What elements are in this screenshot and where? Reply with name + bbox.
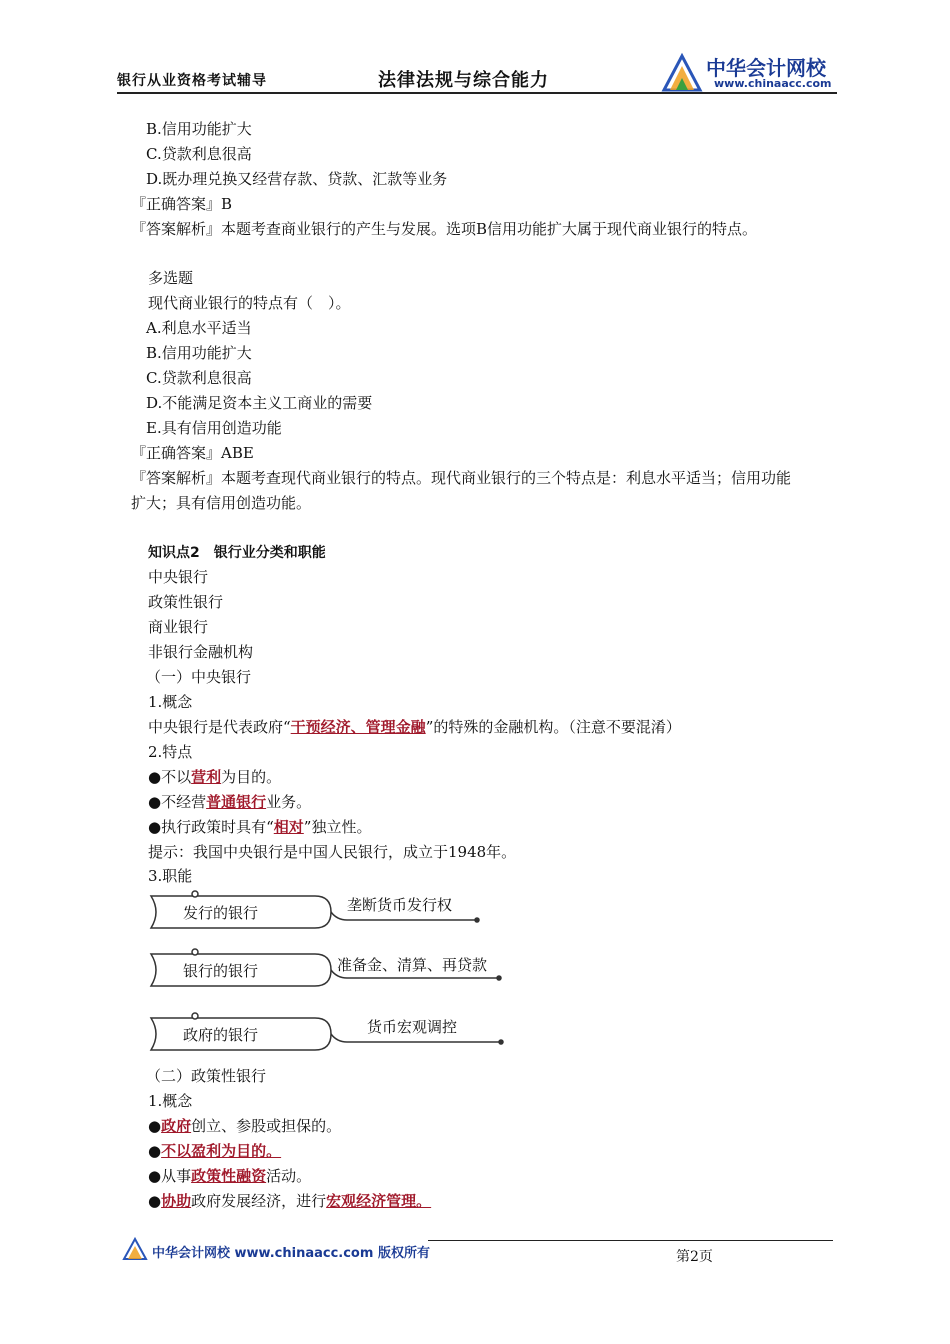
feature-highlight: 不以盈利为目的。: [161, 1142, 282, 1160]
functions-heading: 3.职能: [148, 867, 193, 885]
feature-text: ●不经营: [148, 793, 207, 811]
question-type: 多选题: [148, 269, 194, 287]
concept-heading: 1.概念: [148, 693, 193, 711]
feature-text: 为目的。: [221, 768, 282, 786]
feature-highlight: 普通银行: [206, 793, 267, 811]
function-note: 垄断货币发行权: [347, 896, 453, 914]
feature-highlight: 政府: [161, 1117, 192, 1135]
header-rule: [117, 92, 837, 94]
footer-rule: [428, 1240, 833, 1241]
feature-item: [148, 792, 311, 812]
knowledge-heading: 知识点2 银行业分类和职能: [148, 545, 326, 561]
function-note: 货币宏观调控: [367, 1018, 458, 1036]
definition-text: 中央银行是代表政府“: [148, 718, 291, 736]
logo-name: 中华会计网校: [706, 56, 826, 80]
feature-text: 活动。: [266, 1167, 312, 1185]
feature-highlight: 相对: [273, 818, 304, 836]
logo-triangle-icon: [660, 50, 706, 94]
header-subject-title: 法律法规与综合能力: [378, 70, 549, 91]
footer-text: 中华会计网校 www.chinaacc.com 版权所有: [152, 1246, 430, 1261]
bullet: ●: [148, 1192, 162, 1210]
option-d: D.既办理兑换又经营存款、贷款、汇款等业务: [146, 170, 448, 188]
policy-feature-item: [148, 1141, 281, 1161]
page-number: 第2页: [676, 1249, 713, 1265]
feature-highlight: 协助: [161, 1192, 192, 1210]
feature-text: 政府发展经济，进行: [191, 1192, 327, 1210]
option-e: E.具有信用创造功能: [146, 419, 282, 437]
header-logo[interactable]: [660, 50, 840, 94]
option-c: C.贷款利息很高: [146, 369, 252, 387]
logo-triangle-icon: [122, 1236, 148, 1262]
bullet: ●: [148, 1117, 162, 1135]
answer-analysis-line-1: 『答案解析』本题考查现代商业银行的特点。现代商业银行的三个特点是：利息水平适当；信用功能: [131, 469, 792, 487]
option-b: B.信用功能扩大: [146, 120, 252, 138]
policy-feature-item: [148, 1191, 431, 1211]
feature-item: [148, 817, 371, 837]
feature-text: ●从事: [148, 1167, 192, 1185]
definition-highlight: 干预经济、管理金融: [290, 718, 426, 736]
correct-answer: 『正确答案』ABE: [131, 444, 254, 462]
feature-text: 创立、参股或担保的。: [191, 1117, 342, 1135]
feature-text: ●不以: [148, 768, 192, 786]
feature-highlight: 营利: [191, 768, 222, 786]
question-text: 现代商业银行的特点有（ ）。: [148, 294, 351, 312]
features-heading: 2.特点: [148, 743, 193, 761]
policy-feature-item: [148, 1166, 311, 1186]
definition-text: ”的特殊的金融机构。（注意不要混淆）: [425, 718, 681, 736]
footer-brand[interactable]: [122, 1236, 442, 1266]
answer-analysis-line-2: 扩大；具有信用创造功能。: [131, 494, 312, 512]
category-policy-bank: 政策性银行: [148, 593, 224, 611]
feature-text: 业务。: [266, 793, 312, 811]
tip-text: 提示：我国中央银行是中国人民银行，成立于1948年。: [148, 843, 517, 861]
header-course-name: 银行从业资格考试辅导: [117, 73, 267, 89]
option-a: A.利息水平适当: [146, 319, 252, 337]
category-non-bank: 非银行金融机构: [148, 643, 254, 661]
category-commercial-bank: 商业银行: [148, 618, 209, 636]
logo-url: www.chinaacc.com: [714, 77, 832, 90]
function-label: 政府的银行: [183, 1026, 259, 1044]
category-central-bank: 中央银行: [148, 568, 209, 586]
function-label: 发行的银行: [183, 904, 259, 922]
central-bank-definition: [148, 717, 681, 737]
feature-text: ●执行政策时具有“: [148, 818, 274, 836]
feature-item: [148, 767, 281, 787]
option-c: C.贷款利息很高: [146, 145, 252, 163]
option-b: B.信用功能扩大: [146, 344, 252, 362]
feature-text: ”独立性。: [303, 818, 372, 836]
answer-analysis: 『答案解析』本题考查商业银行的产生与发展。选项B信用功能扩大属于现代商业银行的特点。: [131, 220, 758, 238]
function-label: 银行的银行: [183, 962, 259, 980]
subsection-policy-bank: （二）政策性银行: [146, 1067, 267, 1085]
option-d: D.不能满足资本主义工商业的需要: [146, 394, 373, 412]
bullet: ●: [148, 1142, 162, 1160]
concept-heading: 1.概念: [148, 1092, 193, 1110]
feature-highlight: 宏观经济管理。: [326, 1192, 432, 1210]
subsection-central-bank: （一）中央银行: [146, 668, 252, 686]
function-note: 准备金、清算、再贷款: [337, 956, 488, 974]
functions-diagram: [145, 888, 515, 1063]
correct-answer: 『正确答案』B: [131, 195, 233, 213]
feature-highlight: 政策性融资: [191, 1167, 267, 1185]
policy-feature-item: [148, 1116, 341, 1136]
